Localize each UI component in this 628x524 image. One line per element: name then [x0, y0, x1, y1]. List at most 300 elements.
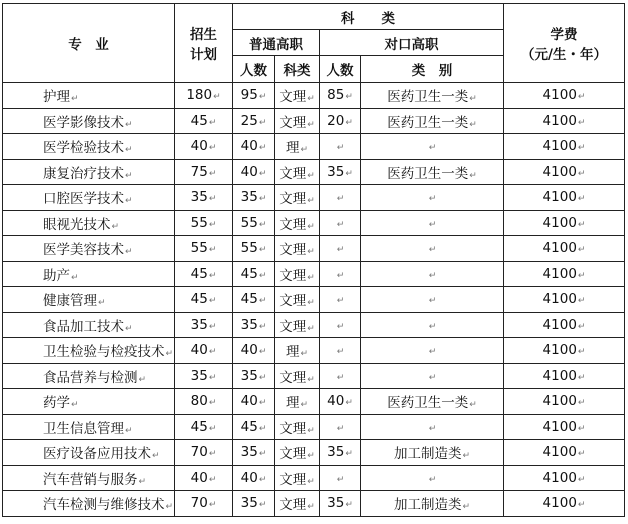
cell-plan — [175, 363, 233, 389]
paragraph-mark-icon: ↵ — [208, 372, 217, 383]
cell-major-text: 卫生检验与检疫技术 — [43, 344, 165, 361]
cell-plan-text: 35 — [190, 316, 208, 333]
table-row — [3, 236, 625, 262]
cell-counterpart-category — [361, 83, 504, 109]
cell-general-count — [233, 338, 275, 364]
cell-counterpart-category — [361, 210, 504, 236]
cell-counterpart-category-text: 医药卫生一类 — [387, 165, 469, 182]
cell-plan-text: 75 — [190, 163, 208, 180]
cell-general-count — [233, 134, 275, 160]
paragraph-mark-icon: ↵ — [258, 296, 267, 307]
cell-general-subject — [275, 185, 320, 211]
cell-major-text: 健康管理 — [43, 293, 97, 310]
cell-fee — [504, 491, 625, 517]
paragraph-mark-icon: ↵ — [345, 449, 353, 460]
cell-counterpart-count — [320, 465, 361, 491]
cell-general-subject-text: 文理 — [279, 216, 307, 233]
cell-major — [3, 440, 175, 466]
paragraph-mark-icon: ↵ — [345, 500, 353, 511]
paragraph-mark-icon: ↵ — [577, 117, 586, 128]
table-row — [3, 83, 625, 109]
cell-major — [3, 491, 175, 517]
cell-counterpart-category — [361, 440, 504, 466]
paragraph-mark-icon: ↵ — [428, 347, 437, 358]
paragraph-mark-icon: ↵ — [165, 349, 174, 360]
cell-counterpart-category — [361, 185, 504, 211]
paragraph-mark-icon: ↵ — [258, 449, 267, 460]
cell-general-count-text: 35 — [240, 189, 258, 206]
cell-counterpart-category — [361, 134, 504, 160]
cell-major — [3, 287, 175, 313]
cell-general-count — [233, 159, 275, 185]
paragraph-mark-icon: ↵ — [469, 400, 477, 411]
paragraph-mark-icon: ↵ — [577, 194, 586, 205]
cell-counterpart-count-text: 85 — [327, 87, 345, 104]
paragraph-mark-icon: ↵ — [307, 170, 315, 181]
cell-general-subject-text: 理 — [285, 344, 300, 361]
cell-plan-text: 55 — [190, 240, 208, 257]
paragraph-mark-icon: ↵ — [428, 194, 437, 205]
paragraph-mark-icon: ↵ — [336, 143, 345, 154]
cell-counterpart-count-text: 35 — [327, 495, 345, 512]
cell-general-subject-text: 文理 — [279, 191, 307, 208]
cell-fee-text: 4100 — [542, 444, 577, 461]
cell-general-count — [233, 108, 275, 134]
cell-counterpart-count-text: 35 — [327, 444, 345, 461]
paragraph-mark-icon: ↵ — [307, 119, 315, 130]
cell-fee-text: 4100 — [542, 240, 577, 257]
cell-plan-text: 80 — [190, 393, 208, 410]
cell-general-count — [233, 440, 275, 466]
cell-counterpart-count — [320, 338, 361, 364]
table-row — [3, 159, 625, 185]
paragraph-mark-icon: ↵ — [307, 298, 315, 309]
cell-fee — [504, 312, 625, 338]
paragraph-mark-icon: ↵ — [577, 219, 586, 230]
table-row — [3, 389, 625, 415]
cell-general-subject-text: 理 — [285, 395, 300, 412]
paragraph-mark-icon: ↵ — [577, 449, 586, 460]
cell-general-count-text: 35 — [240, 367, 258, 384]
header-plan — [175, 4, 233, 83]
cell-fee-text: 4100 — [542, 316, 577, 333]
table-row — [3, 312, 625, 338]
cell-general-count-text: 95 — [240, 87, 258, 104]
cell-general-subject-text: 文理 — [279, 497, 307, 514]
paragraph-mark-icon: ↵ — [208, 500, 217, 511]
cell-fee — [504, 287, 625, 313]
cell-counterpart-category — [361, 312, 504, 338]
cell-counterpart-count — [320, 491, 361, 517]
paragraph-mark-icon: ↵ — [71, 272, 79, 283]
paragraph-mark-icon: ↵ — [428, 474, 437, 485]
paragraph-mark-icon: ↵ — [577, 398, 586, 409]
cell-fee — [504, 108, 625, 134]
paragraph-mark-icon: ↵ — [336, 219, 345, 230]
cell-plan — [175, 491, 233, 517]
cell-counterpart-count — [320, 108, 361, 134]
paragraph-mark-icon: ↵ — [152, 451, 160, 462]
paragraph-mark-icon: ↵ — [462, 502, 471, 513]
cell-plan — [175, 134, 233, 160]
paragraph-mark-icon: ↵ — [428, 296, 437, 307]
cell-major-text: 护理 — [43, 89, 70, 106]
cell-plan-text: 35 — [190, 367, 208, 384]
header-general: 普通高职 — [233, 30, 320, 56]
cell-general-subject-text: 文理 — [279, 114, 307, 131]
cell-fee-text: 4100 — [542, 495, 577, 512]
cell-major — [3, 465, 175, 491]
paragraph-mark-icon: ↵ — [111, 221, 120, 232]
cell-counterpart-count — [320, 210, 361, 236]
table-row — [3, 185, 625, 211]
header-fee-line2: （元/生・年） — [521, 47, 607, 63]
cell-plan-text: 45 — [190, 112, 208, 129]
cell-general-count — [233, 287, 275, 313]
table-row — [3, 363, 625, 389]
cell-counterpart-category — [361, 414, 504, 440]
paragraph-mark-icon: ↵ — [258, 474, 267, 485]
paragraph-mark-icon: ↵ — [125, 323, 133, 334]
cell-counterpart-category — [361, 261, 504, 287]
cell-major-text: 医学美容技术 — [43, 242, 124, 259]
paragraph-mark-icon: ↵ — [345, 117, 353, 128]
cell-fee-text: 4100 — [542, 291, 577, 308]
cell-plan — [175, 83, 233, 109]
cell-counterpart-count — [320, 134, 361, 160]
cell-major-text: 口腔医学技术 — [43, 191, 124, 208]
cell-general-subject — [275, 491, 320, 517]
cell-general-subject-text: 文理 — [279, 242, 307, 259]
cell-counterpart-category-text: 医药卫生一类 — [387, 114, 469, 131]
header-fee — [504, 4, 625, 83]
cell-general-count — [233, 83, 275, 109]
paragraph-mark-icon: ↵ — [258, 270, 267, 281]
cell-major-text: 卫生信息管理 — [43, 420, 124, 437]
paragraph-mark-icon: ↵ — [577, 270, 586, 281]
header-plan-line2: 计划 — [190, 47, 217, 63]
paragraph-mark-icon: ↵ — [345, 168, 353, 179]
cell-general-subject — [275, 338, 320, 364]
cell-counterpart-category — [361, 236, 504, 262]
table-row — [3, 465, 625, 491]
cell-general-count — [233, 261, 275, 287]
cell-general-count-text: 35 — [240, 444, 258, 461]
paragraph-mark-icon: ↵ — [307, 247, 315, 258]
cell-plan-text: 40 — [190, 138, 208, 155]
cell-fee-text: 4100 — [542, 469, 577, 486]
cell-plan — [175, 159, 233, 185]
cell-fee-text: 4100 — [542, 214, 577, 231]
paragraph-mark-icon: ↵ — [577, 168, 586, 179]
paragraph-mark-icon: ↵ — [138, 374, 147, 385]
cell-general-subject — [275, 261, 320, 287]
header-counterpart-category: 类 别 — [361, 56, 504, 83]
cell-counterpart-category — [361, 363, 504, 389]
paragraph-mark-icon: ↵ — [428, 270, 437, 281]
cell-fee-text: 4100 — [542, 342, 577, 359]
cell-counterpart-category-text: 医药卫生一类 — [387, 89, 469, 106]
cell-fee — [504, 414, 625, 440]
cell-counterpart-count-text: 20 — [327, 112, 345, 129]
cell-plan-text: 45 — [190, 418, 208, 435]
paragraph-mark-icon: ↵ — [125, 119, 133, 130]
paragraph-mark-icon: ↵ — [336, 423, 345, 434]
paragraph-mark-icon: ↵ — [208, 143, 217, 154]
cell-fee — [504, 338, 625, 364]
cell-general-subject-text: 文理 — [279, 165, 307, 182]
cell-major-text: 食品加工技术 — [43, 318, 124, 335]
cell-major-text: 医学影像技术 — [43, 114, 124, 131]
cell-general-count-text: 35 — [240, 316, 258, 333]
paragraph-mark-icon: ↵ — [208, 194, 217, 205]
table-row — [3, 440, 625, 466]
paragraph-mark-icon: ↵ — [208, 423, 217, 434]
cell-plan-text: 40 — [190, 342, 208, 359]
paragraph-mark-icon: ↵ — [208, 321, 217, 332]
header-general-subject: 科类 — [275, 56, 320, 83]
cell-general-count-text: 40 — [240, 469, 258, 486]
cell-plan — [175, 185, 233, 211]
paragraph-mark-icon: ↵ — [307, 502, 315, 513]
cell-general-count-text: 45 — [240, 418, 258, 435]
paragraph-mark-icon: ↵ — [336, 321, 345, 332]
cell-general-subject-text: 文理 — [279, 369, 307, 386]
paragraph-mark-icon: ↵ — [208, 117, 217, 128]
cell-major-text: 康复治疗技术 — [43, 165, 124, 182]
paragraph-mark-icon: ↵ — [336, 296, 345, 307]
cell-major-text: 助产 — [43, 267, 70, 284]
cell-general-count — [233, 465, 275, 491]
paragraph-mark-icon: ↵ — [208, 245, 217, 256]
paragraph-mark-icon: ↵ — [300, 400, 309, 411]
cell-general-subject — [275, 134, 320, 160]
cell-counterpart-count — [320, 287, 361, 313]
cell-general-subject-text: 理 — [285, 140, 300, 157]
cell-major — [3, 363, 175, 389]
paragraph-mark-icon: ↵ — [428, 372, 437, 383]
cell-plan-text: 180 — [186, 87, 213, 104]
paragraph-mark-icon: ↵ — [336, 372, 345, 383]
paragraph-mark-icon: ↵ — [428, 143, 437, 154]
paragraph-mark-icon: ↵ — [258, 117, 267, 128]
cell-fee — [504, 210, 625, 236]
cell-major — [3, 414, 175, 440]
cell-general-count — [233, 491, 275, 517]
cell-general-count-text: 35 — [240, 495, 258, 512]
cell-major-text: 眼视光技术 — [43, 216, 111, 233]
cell-major-text: 医学检验技术 — [43, 140, 124, 157]
cell-general-subject — [275, 363, 320, 389]
paragraph-mark-icon: ↵ — [577, 423, 586, 434]
paragraph-mark-icon: ↵ — [208, 398, 217, 409]
cell-counterpart-category-text: 加工制造类 — [393, 446, 462, 463]
paragraph-mark-icon: ↵ — [307, 94, 315, 105]
cell-general-subject-text: 文理 — [279, 293, 307, 310]
cell-counterpart-count — [320, 312, 361, 338]
cell-counterpart-category — [361, 338, 504, 364]
cell-plan — [175, 414, 233, 440]
paragraph-mark-icon: ↵ — [71, 400, 79, 411]
cell-plan — [175, 440, 233, 466]
paragraph-mark-icon: ↵ — [258, 194, 267, 205]
cell-general-count-text: 45 — [240, 265, 258, 282]
enrollment-plan-table — [2, 3, 625, 517]
paragraph-mark-icon: ↵ — [213, 92, 221, 103]
paragraph-mark-icon: ↵ — [462, 451, 471, 462]
paragraph-mark-icon: ↵ — [307, 272, 315, 283]
cell-plan — [175, 338, 233, 364]
paragraph-mark-icon: ↵ — [469, 119, 477, 130]
cell-general-subject — [275, 210, 320, 236]
paragraph-mark-icon: ↵ — [307, 323, 315, 334]
cell-counterpart-category-text: 医药卫生一类 — [387, 395, 469, 412]
cell-general-count-text: 45 — [240, 291, 258, 308]
paragraph-mark-icon: ↵ — [577, 143, 586, 154]
cell-general-count — [233, 414, 275, 440]
cell-major — [3, 236, 175, 262]
cell-general-count — [233, 210, 275, 236]
cell-major-text: 医疗设备应用技术 — [43, 446, 151, 463]
header-general-count: 人数 — [233, 56, 275, 83]
cell-plan-text: 40 — [190, 469, 208, 486]
cell-general-subject-text: 文理 — [279, 471, 307, 488]
cell-general-subject — [275, 236, 320, 262]
paragraph-mark-icon: ↵ — [307, 196, 315, 207]
paragraph-mark-icon: ↵ — [336, 245, 345, 256]
table-row — [3, 287, 625, 313]
cell-counterpart-count — [320, 83, 361, 109]
paragraph-mark-icon: ↵ — [577, 245, 586, 256]
cell-major — [3, 185, 175, 211]
table-row — [3, 210, 625, 236]
cell-plan — [175, 108, 233, 134]
cell-general-subject-text: 文理 — [279, 267, 307, 284]
cell-plan-text: 70 — [190, 495, 208, 512]
cell-counterpart-count — [320, 440, 361, 466]
cell-plan-text: 35 — [190, 189, 208, 206]
paragraph-mark-icon: ↵ — [258, 245, 267, 256]
paragraph-mark-icon: ↵ — [71, 94, 79, 105]
paragraph-mark-icon: ↵ — [208, 347, 217, 358]
paragraph-mark-icon: ↵ — [307, 221, 315, 232]
paragraph-mark-icon: ↵ — [208, 270, 217, 281]
paragraph-mark-icon: ↵ — [428, 219, 437, 230]
cell-general-subject — [275, 465, 320, 491]
cell-major-text: 药学 — [43, 395, 70, 412]
cell-plan — [175, 210, 233, 236]
paragraph-mark-icon: ↵ — [258, 423, 267, 434]
cell-major-text: 食品营养与检测 — [43, 369, 138, 386]
cell-counterpart-category — [361, 108, 504, 134]
paragraph-mark-icon: ↵ — [125, 170, 133, 181]
paragraph-mark-icon: ↵ — [577, 474, 586, 485]
paragraph-mark-icon: ↵ — [577, 372, 586, 383]
cell-fee — [504, 185, 625, 211]
cell-general-count-text: 25 — [240, 112, 258, 129]
paragraph-mark-icon: ↵ — [577, 500, 586, 511]
paragraph-mark-icon: ↵ — [258, 219, 267, 230]
table-row — [3, 261, 625, 287]
cell-general-count — [233, 363, 275, 389]
paragraph-mark-icon: ↵ — [208, 219, 217, 230]
paragraph-mark-icon: ↵ — [577, 347, 586, 358]
cell-plan — [175, 287, 233, 313]
cell-fee — [504, 465, 625, 491]
cell-major — [3, 312, 175, 338]
paragraph-mark-icon: ↵ — [336, 474, 345, 485]
table-row — [3, 491, 625, 517]
paragraph-mark-icon: ↵ — [208, 449, 217, 460]
cell-counterpart-count-text: 40 — [327, 393, 345, 410]
paragraph-mark-icon: ↵ — [300, 349, 309, 360]
paragraph-mark-icon: ↵ — [258, 347, 267, 358]
paragraph-mark-icon: ↵ — [258, 168, 267, 179]
paragraph-mark-icon: ↵ — [469, 94, 477, 105]
paragraph-mark-icon: ↵ — [208, 168, 217, 179]
header-counterpart: 对口高职 — [320, 30, 504, 56]
cell-major — [3, 261, 175, 287]
paragraph-mark-icon: ↵ — [258, 372, 267, 383]
table-row — [3, 338, 625, 364]
header-subject-category: 科 类 — [233, 4, 504, 30]
paragraph-mark-icon: ↵ — [336, 270, 345, 281]
cell-plan — [175, 236, 233, 262]
paragraph-mark-icon: ↵ — [98, 298, 106, 309]
paragraph-mark-icon: ↵ — [577, 296, 586, 307]
header-major: 专 业 — [3, 4, 175, 83]
cell-general-count-text: 40 — [240, 393, 258, 410]
paragraph-mark-icon: ↵ — [208, 474, 217, 485]
cell-plan-text: 45 — [190, 291, 208, 308]
cell-counterpart-category — [361, 389, 504, 415]
cell-fee-text: 4100 — [542, 393, 577, 410]
cell-major — [3, 389, 175, 415]
cell-fee-text: 4100 — [542, 163, 577, 180]
cell-general-subject — [275, 159, 320, 185]
header-plan-line1: 招生 — [190, 27, 217, 43]
cell-counterpart-category — [361, 159, 504, 185]
cell-plan-text: 45 — [190, 265, 208, 282]
cell-general-count — [233, 312, 275, 338]
paragraph-mark-icon: ↵ — [307, 451, 315, 462]
paragraph-mark-icon: ↵ — [125, 145, 133, 156]
cell-general-subject-text: 文理 — [279, 89, 307, 106]
cell-counterpart-count — [320, 414, 361, 440]
cell-fee — [504, 389, 625, 415]
paragraph-mark-icon: ↵ — [165, 502, 174, 513]
paragraph-mark-icon: ↵ — [428, 423, 437, 434]
cell-counterpart-count — [320, 363, 361, 389]
cell-general-subject — [275, 440, 320, 466]
cell-major-text: 汽车检测与维修技术 — [43, 497, 165, 514]
cell-plan — [175, 261, 233, 287]
cell-counterpart-count — [320, 185, 361, 211]
cell-fee-text: 4100 — [542, 367, 577, 384]
paragraph-mark-icon: ↵ — [307, 374, 315, 385]
paragraph-mark-icon: ↵ — [258, 143, 267, 154]
cell-fee-text: 4100 — [542, 189, 577, 206]
cell-fee — [504, 236, 625, 262]
cell-counterpart-category — [361, 287, 504, 313]
cell-counterpart-count — [320, 159, 361, 185]
cell-major — [3, 210, 175, 236]
cell-plan — [175, 389, 233, 415]
paragraph-mark-icon: ↵ — [307, 476, 315, 487]
cell-counterpart-count — [320, 389, 361, 415]
cell-major — [3, 83, 175, 109]
cell-counterpart-count-text: 35 — [327, 163, 345, 180]
